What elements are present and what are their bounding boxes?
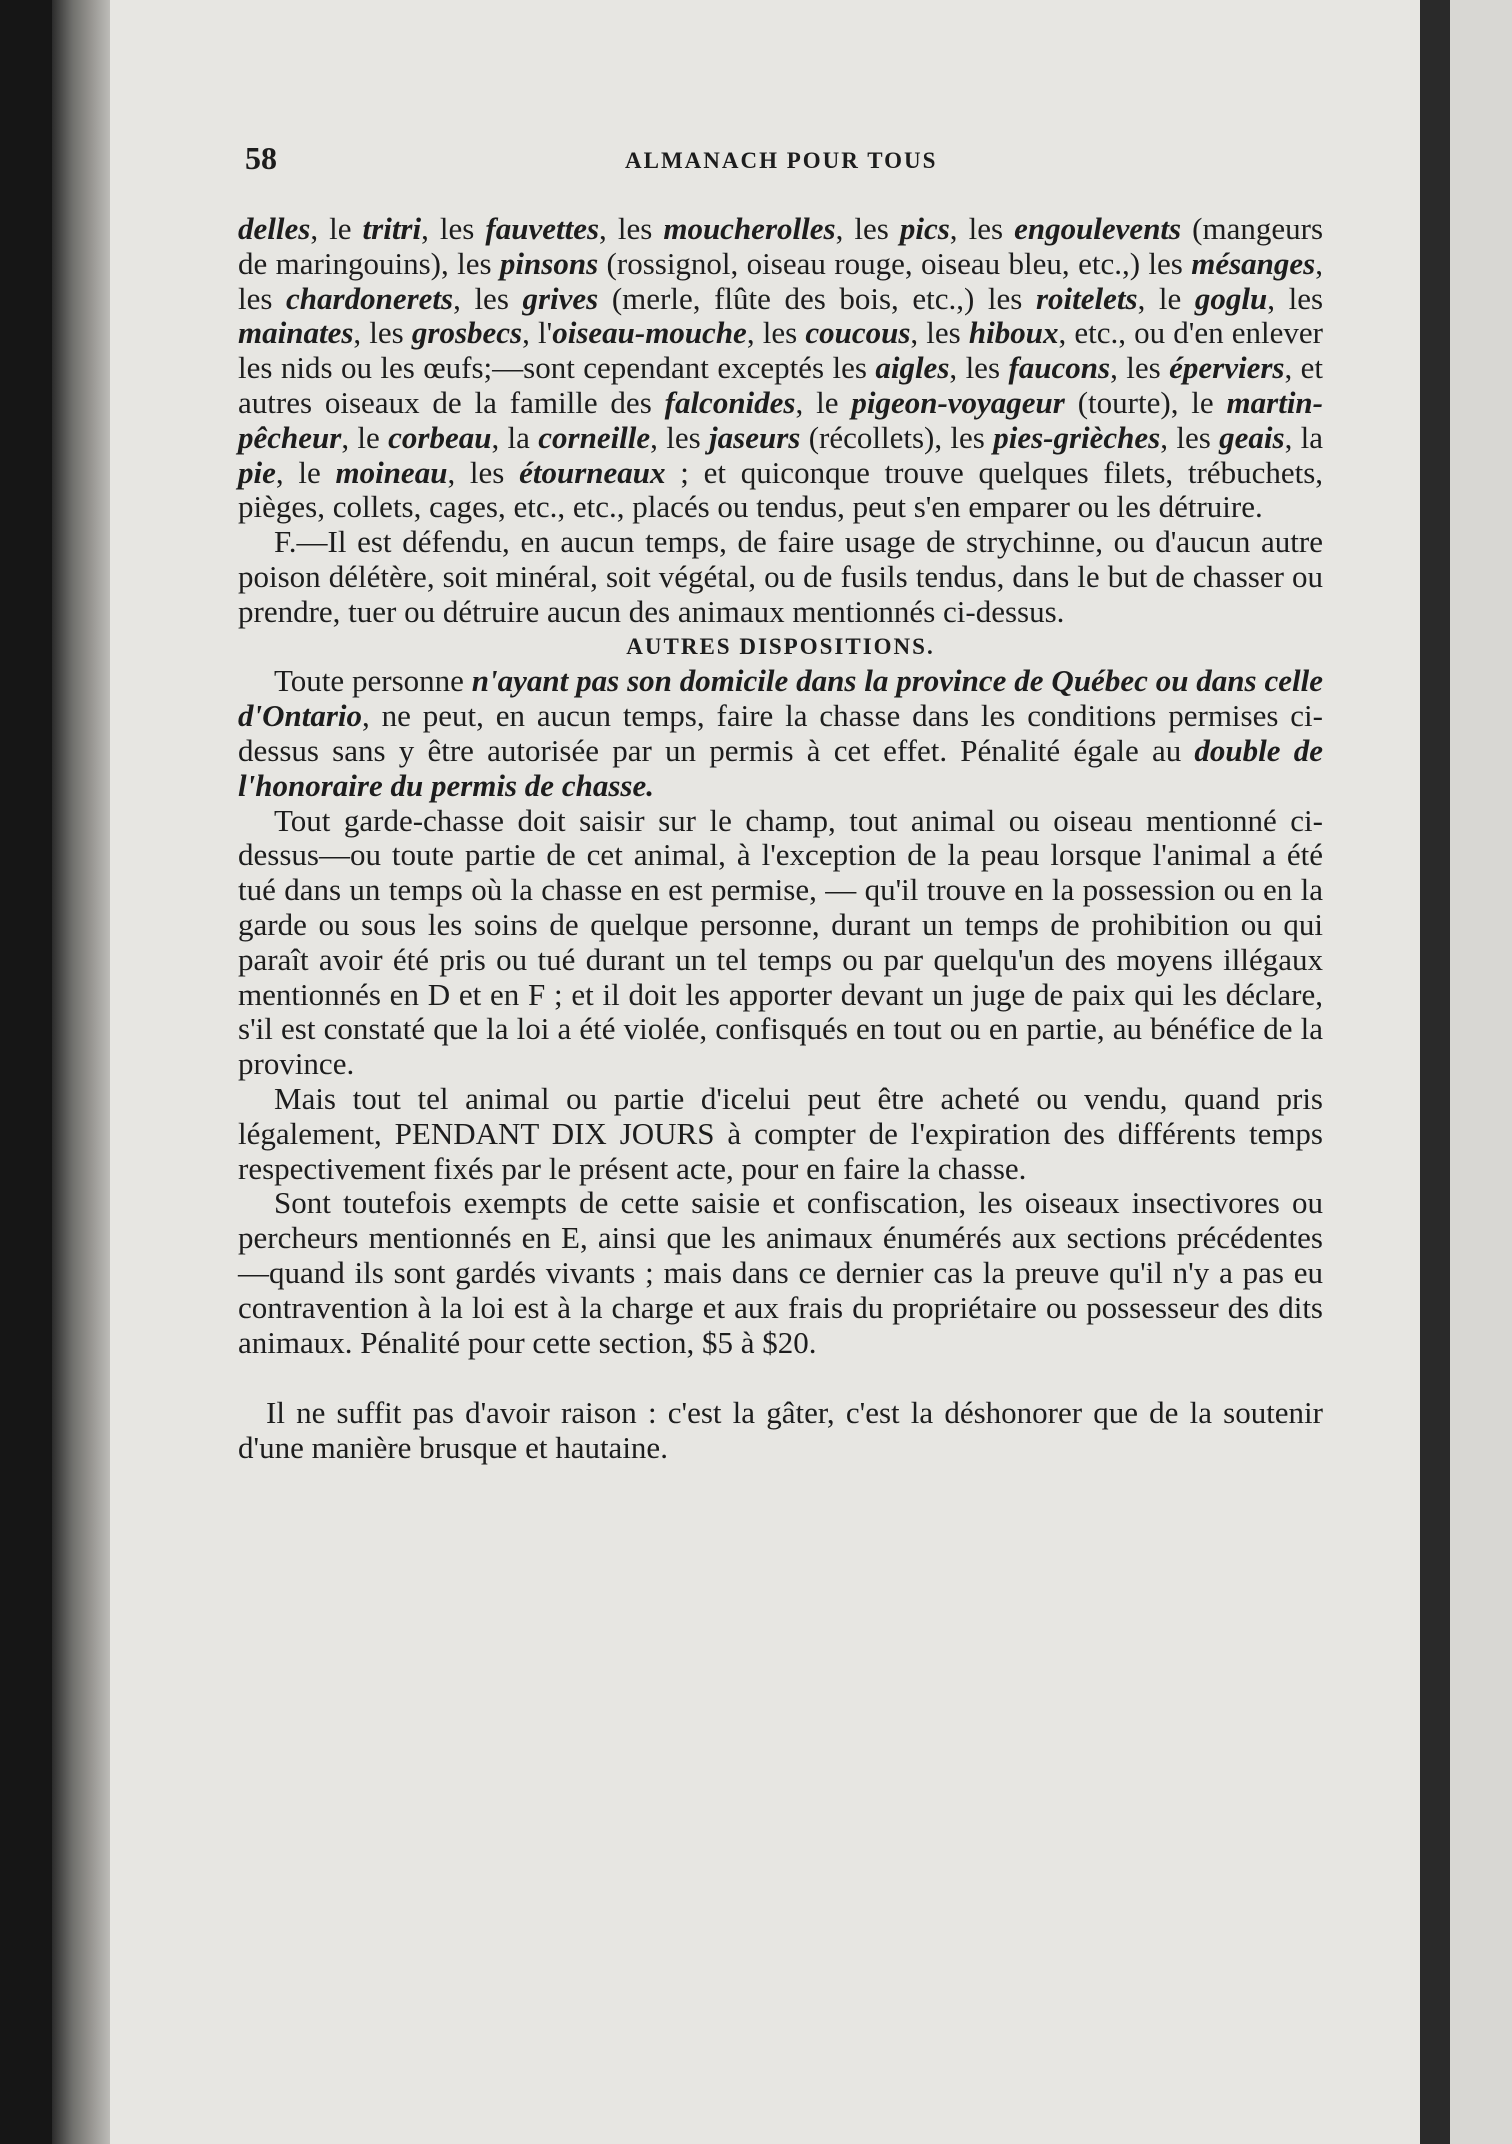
italic-term: jaseurs xyxy=(709,419,801,455)
italic-term: pie xyxy=(238,454,276,490)
italic-term: hiboux xyxy=(968,315,1059,351)
italic-term: oiseau-mouche xyxy=(552,315,747,351)
italic-term: aigles xyxy=(875,350,950,386)
italic-term: roitelets xyxy=(1035,280,1138,316)
italic-term: n'ayant pas son domicile dans la province de Québec ou dans celle d'Ontario xyxy=(238,663,1323,734)
italic-term: martin-pêcheur xyxy=(238,384,1323,455)
italic-term: étourneaux xyxy=(519,454,666,490)
italic-term: goglu xyxy=(1194,280,1268,316)
facing-page-edge xyxy=(1450,0,1512,2144)
page-edge-shadow xyxy=(1420,0,1450,2144)
italic-term: grosbecs xyxy=(411,315,523,351)
italic-term: grives xyxy=(522,280,599,316)
italic-term: pics xyxy=(899,211,950,246)
paragraph-birds-list: delles, le tritri, les fauvettes, les moucherolles, les pics, les engoulevents (mangeurs de maringouins), les pinsons (rossignol, oiseau rouge, oiseau bleu, etc.,) les mésanges, les chardonerets, les grives (merle, flûte des bois, etc.,) les roitelets, le goglu, les mainates, les grosbecs, l'oiseau-mouche, les coucous, les hiboux, etc., ou d'en enlever les nids ou les œufs;—sont cependant exceptés les aigles, les faucons, les éperviers, et autres oiseaux de la famille des falconides, le pigeon-voyageur (tourte), le martin-pêcheur, le corbeau, la corneille, les jaseurs (récollets), les pies-grièches, les geais, la pie, le moineau, les étourneaux ; et quiconque trouve quelques filets, trébuchets, pièges, collets, cages, etc., etc., placés ou tendus, peut s'en emparer ou les détruire. xyxy=(238,211,1324,525)
page-header xyxy=(245,140,1325,180)
paragraph-poison: F.—Il est défendu, en aucun temps, de faire usage de strychinne, ou d'aucun autre poison délétère, soit minéral, soit végétal, ou de fusils tendus, dans le but de chasser ou prendre, tuer ou détruire aucun des animaux mentionnés ci-dessus. xyxy=(238,524,1323,629)
italic-term: moineau xyxy=(335,454,448,490)
paragraph-exemptions: Sont toutefois exempts de cette saisie et confiscation, les oiseaux insectivores ou percheurs mentionnés en E, ainsi que les animaux énumérés aux sections précédentes—quand ils sont gardés vivants ; mais dans ce dernier cas la preuve qu'il n'y a pas eu contravention à la loi est à la charge et aux frais du propriétaire ou possesseur des dits animaux. Pénalité pour cette section, $5 à $20. xyxy=(238,1185,1323,1360)
section-heading: AUTRES DISPOSITIONS. xyxy=(626,633,935,659)
page-number: 58 xyxy=(245,140,277,176)
italic-term: geais xyxy=(1219,419,1285,455)
italic-term: fauvettes xyxy=(485,211,600,246)
italic-term: éperviers xyxy=(1169,350,1285,386)
italic-term: pies-grièches xyxy=(993,419,1161,455)
paragraph-game-warden: Tout garde-chasse doit saisir sur le champ, tout animal ou oiseau mentionné ci-dessus—ou toute partie de cet animal, à l'exception de la peau lorsque l'animal a été tué dans un temps où la chasse en est permise, — qu'il trouve en la possession ou en la garde ou sous les soins de quelque personne, durant un temps de prohibition ou qui paraît avoir été pris ou tué durant un tel temps ou par quelqu'un des moyens illégaux mentionnés en D et en F ; et il doit les apporter devant un juge de paix qui les déclare, s'il est constaté que la loi a été violée, confisqués en tout ou en partie, au bénéfice de la province. xyxy=(238,802,1323,1082)
italic-term: faucons xyxy=(1008,350,1111,386)
paragraph-sale: Mais tout tel animal ou partie d'icelui peut être acheté ou vendu, quand pris légalement, PENDANT DIX JOURS à compter de l'expiration des différents temps respectivement fixés par le présent acte, pour en faire la chasse. xyxy=(238,1080,1323,1186)
paragraph-non-resident: Toute personne n'ayant pas son domicile dans la province de Québec ou dans celle d'Ontario, ne peut, en aucun temps, faire la chasse dans les conditions permises ci-dessus sans y être autorisée par un permis à cet effet. Pénalité égale au double de l'honoraire du permis de chasse. xyxy=(238,663,1323,803)
italic-term: corneille xyxy=(538,419,651,455)
italic-term: mésanges xyxy=(1191,245,1316,281)
italic-term: falconides xyxy=(664,384,796,420)
page-body xyxy=(238,212,1323,1466)
italic-term: coucous xyxy=(805,315,911,351)
italic-term: pigeon-voyageur xyxy=(851,384,1065,420)
book-spine xyxy=(52,0,110,2144)
italic-term: corbeau xyxy=(388,419,492,455)
running-title: ALMANACH POUR TOUS xyxy=(625,148,938,173)
italic-term: pinsons xyxy=(499,245,599,281)
italic-term: mainates xyxy=(238,315,354,351)
maxim: Il ne suffit pas d'avoir raison : c'est la gâter, c'est la déshonorer que de la soutenir d'une manière brusque et hautaine. xyxy=(238,1395,1323,1466)
italic-term: tritri xyxy=(362,211,422,246)
italic-term: engoulevents xyxy=(1014,211,1182,246)
italic-term: chardonerets xyxy=(286,280,454,316)
italic-term: double de l'honoraire du permis de chasse. xyxy=(238,732,1323,803)
italic-term: delles xyxy=(238,211,311,246)
italic-term: moucherolles xyxy=(663,211,836,246)
